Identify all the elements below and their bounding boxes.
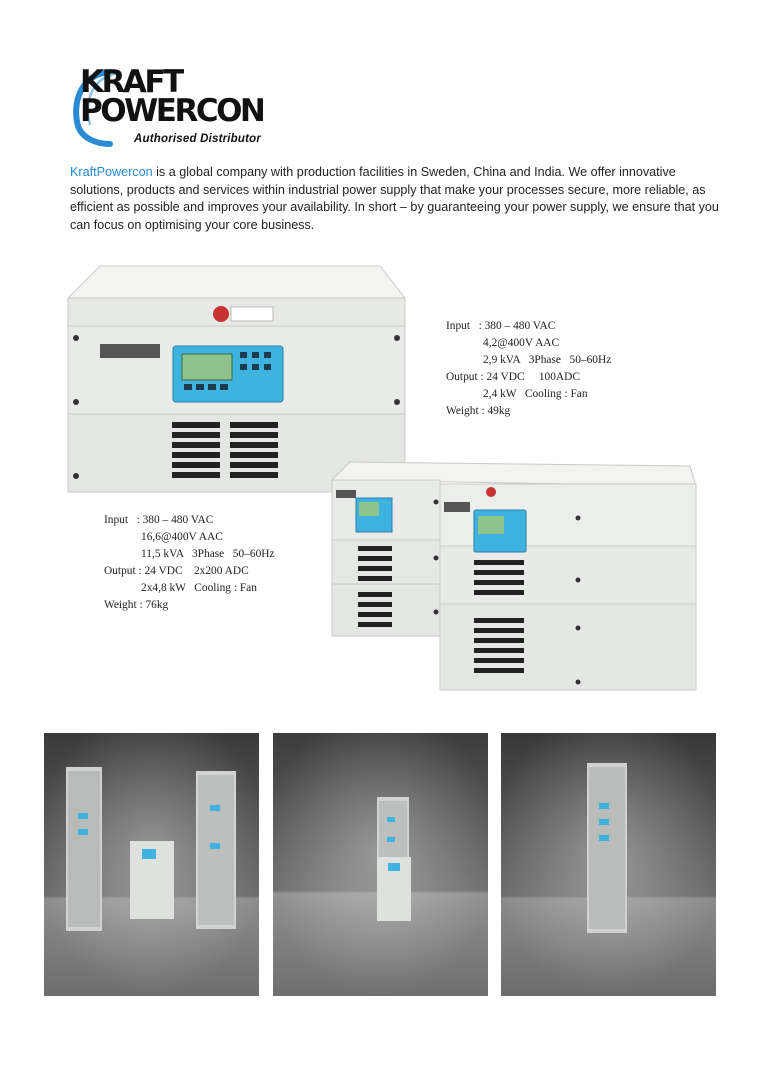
spec-input: Input : 380 – 480 VAC (446, 320, 556, 332)
intro-paragraph (70, 164, 720, 234)
spec-large-unit (104, 512, 275, 614)
product-photo-2 (273, 733, 488, 996)
spec-output: Output : 24 VDC 100ADC (446, 371, 580, 383)
product-photo-1 (44, 733, 259, 996)
intro-text: is a global company with production facilities in Sweden, China and India. We offer innovative solutions, products and services within industrial power supply that make your processes secure, more reliable, as efficient as possible and improves your availability. In short – by guaranteeing your power supply, we ensure that you can focus on optimising your core business. (70, 165, 719, 232)
spec-power: 11,5 kVA 3Phase 50–60Hz (104, 548, 275, 560)
logo-tagline: Authorised Distributor (134, 133, 262, 145)
rectifier-small-cabinet (68, 266, 405, 492)
rectifier-large-cabinet (332, 462, 696, 690)
spec-output: Output : 24 VDC 2x200 ADC (104, 565, 249, 577)
spec-weight: Weight : 49kg (446, 405, 511, 417)
logo-line-powercon: POWERCON (80, 93, 264, 129)
brand-link[interactable]: KraftPowercon (70, 165, 153, 179)
spec-current: 4,2@400V AAC (446, 337, 560, 349)
logo-line-kraft: KRAFT (80, 64, 182, 100)
product-photo-3 (501, 733, 716, 996)
spec-weight: Weight : 76kg (104, 599, 169, 611)
spec-power: 2,9 kVA 3Phase 50–60Hz (446, 354, 612, 366)
spec-small-unit (446, 318, 611, 420)
spec-current: 16,6@400V AAC (104, 531, 223, 543)
spec-input: Input : 380 – 480 VAC (104, 514, 214, 526)
spec-cooling: 2,4 kW Cooling : Fan (446, 388, 588, 400)
spec-cooling: 2x4,8 kW Cooling : Fan (104, 582, 257, 594)
stop-label-icon (213, 306, 229, 322)
